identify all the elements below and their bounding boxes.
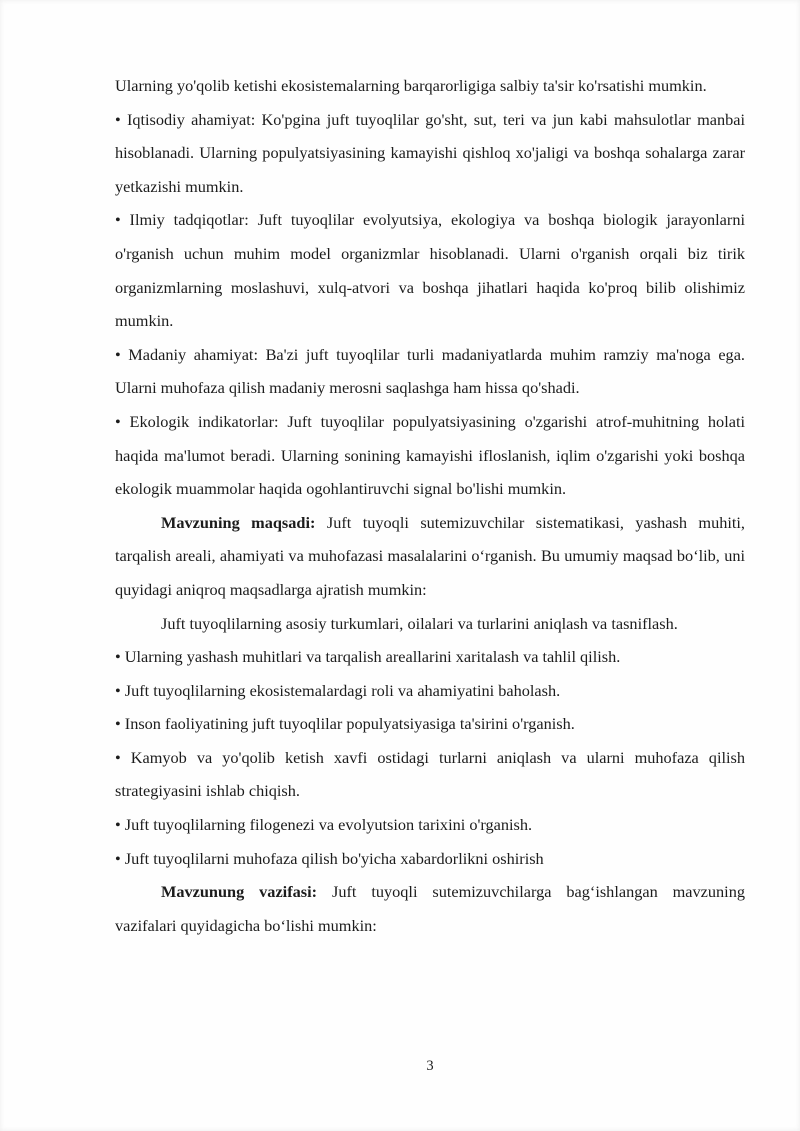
bullet-paragraph-madaniy-ahamiyat bbox=[115, 338, 745, 405]
paragraph-mavzunung-vazifasi bbox=[115, 875, 745, 942]
bullet-paragraph-ilmiy-tadqiqotlar bbox=[115, 203, 745, 337]
bullet-paragraph-filogenezi bbox=[115, 808, 745, 842]
paragraph-lead-bold: Mavzunung vazifasi: bbox=[161, 882, 318, 902]
paragraph-text: • Juft tuyoqlilarning ekosistemalardagi roli va ahamiyatini baholash. bbox=[115, 680, 561, 700]
paragraph-text: • Kamyob va yo'qolib ketish xavfi ostidagi turlarni aniqlash va ularni muhofaza qilish strategiyasini ishlab chiqish. bbox=[115, 747, 745, 801]
paragraph-text: • Juft tuyoqlilarni muhofaza qilish bo'yicha xabardorlikni oshirish bbox=[115, 848, 544, 868]
bullet-paragraph-iqtisodiy-ahamiyat bbox=[115, 103, 745, 204]
paragraph-text: • Ularning yashash muhitlari va tarqalish areallarini xaritalash va tahlil qilish. bbox=[115, 647, 621, 667]
paragraph-lead-bold: Mavzuning maqsadi: bbox=[161, 512, 316, 532]
page-footer bbox=[115, 1054, 745, 1078]
paragraph-text: • Ekologik indikatorlar: Juft tuyoqlilar populyatsiyasining o'zgarishi atrof-muhitning holati haqida ma'lumot beradi. Ularning sonining kamayishi ifloslanish, iqlim o'zgarishi yoki boshqa ekologik muammolar haqida ogohlantiruvchi signal bo'lishi mumkin. bbox=[115, 411, 745, 499]
paragraph-text: Juft tuyoqli sutemizuvchilarga bagʻishlangan mavzuning vazifalari quyidagicha boʻlishi mumkin: bbox=[115, 882, 745, 935]
paragraph-text: • Juft tuyoqlilarning filogenezi va evolyutsion tarixini o'rganish. bbox=[115, 815, 533, 835]
bullet-paragraph-inson-faoliyatining bbox=[115, 707, 745, 741]
paragraph-text: • Inson faoliyatining juft tuyoqlilar populyatsiyasiga ta'sirini o'rganish. bbox=[115, 714, 575, 734]
paragraph-text: Juft tuyoqlilarning asosiy turkumlari, oilalari va turlarini aniqlash va tasniflash. bbox=[161, 613, 678, 633]
bullet-paragraph-yashash-muhitlari bbox=[115, 640, 745, 674]
bullet-paragraph-ekologik-indikatorlar bbox=[115, 405, 745, 506]
page-body-text bbox=[115, 69, 745, 942]
paragraph-text: • Madaniy ahamiyat: Ba'zi juft tuyoqlilar turli madaniyatlarda muhim ramziy ma'noga ega. Ularni muhofaza qilish madaniy merosni saqlashga ham hissa qo'shadi. bbox=[115, 344, 745, 398]
bullet-paragraph-kamyob-turlar bbox=[115, 741, 745, 808]
bullet-paragraph-ekosistemalardagi-roli bbox=[115, 674, 745, 708]
paragraph-continuation bbox=[115, 69, 745, 103]
paragraph-text: • Iqtisodiy ahamiyat: Ko'pgina juft tuyoqlilar go'sht, sut, teri va jun kabi mahsulotlar manbai hisoblanadi. Ularning populyatsiyasining kamayishi qishloq xo'jaligi va boshqa sohalarga zarar yetkazishi mumkin. bbox=[115, 109, 745, 196]
page-number: 3 bbox=[426, 1058, 434, 1074]
paragraph-text: Juft tuyoqli sutemizuvchilar sistematikasi, yashash muhiti, tarqalish areali, ahamiyati va muhofazasi masalalarini oʻrganish. Bu umumiy maqsad boʻlib, uni quyidagi aniqroq maqsadlarga ajratish mumkin: bbox=[115, 512, 745, 599]
paragraph-text: Ularning yo'qolib ketishi ekosistemalarning barqarorligiga salbiy ta'sir ko'rsatishi mumkin. bbox=[115, 76, 707, 95]
bullet-paragraph-xabardorlikni-oshirish bbox=[115, 842, 745, 876]
paragraph-mavzuning-maqsadi bbox=[115, 506, 745, 607]
paragraph-text: • Ilmiy tadqiqotlar: Juft tuyoqlilar evolyutsiya, ekologiya va boshqa biologik jarayonlarni o'rganish uchun muhim model organizmlar hisoblanadi. Ularni o'rganish orqali biz tirik organizmlarning moslashuvi, xulq-atvori va boshqa jihatlari haqida ko'proq bilib olishimiz mumkin. bbox=[115, 210, 745, 331]
paragraph-asosiy-turkumlari bbox=[115, 607, 745, 641]
